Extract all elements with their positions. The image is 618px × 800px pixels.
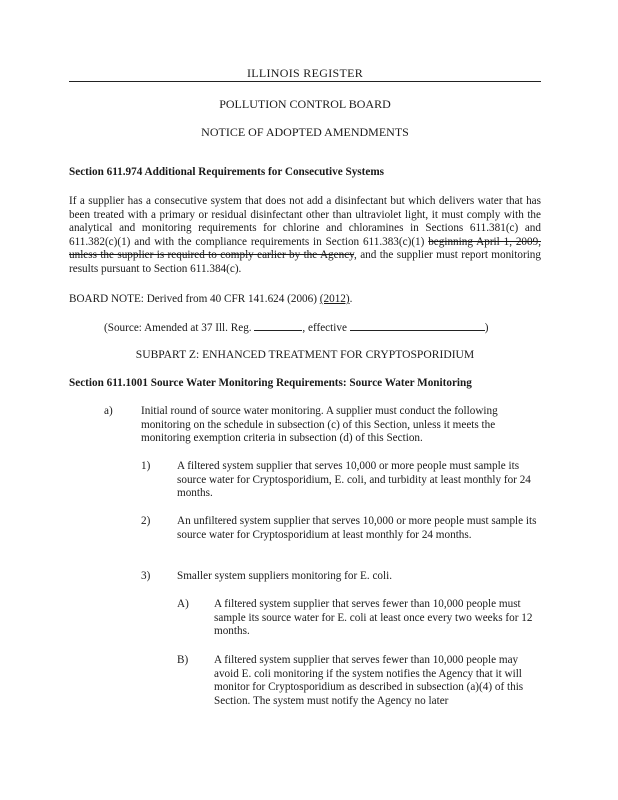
item-a-text: Initial round of source water monitoring. A supplier must conduct the following monitoring on the schedule in subsection (c) of this Section, unless it meets the monitoring exemption criteria in subsection (d) of this Section.: [141, 405, 498, 445]
item-2-text: An unfiltered system supplier that serves 10,000 or more people must sample its source water for Cryptosporidium at least monthly for 24 months.: [177, 515, 537, 541]
register-header: [69, 66, 541, 82]
notice-title: NOTICE OF ADOPTED AMENDMENTS: [201, 125, 409, 139]
source-line: (Source: Amended at 37 Ill. Reg. , effective ): [104, 322, 489, 334]
header-rule: [69, 81, 541, 82]
subitem-b-label: B): [177, 654, 189, 666]
section-974-heading: Section 611.974 Additional Requirements for Consecutive Systems: [69, 166, 385, 178]
item-1-text: A filtered system supplier that serves 10,000 or more people must sample its source water for Cryptosporidium, E. coli, and turbidity at least monthly for 24 months.: [177, 460, 531, 500]
board-note-text: BOARD NOTE: Derived from 40 CFR 141.624 (2006): [69, 293, 320, 305]
item-3-label: 3): [141, 570, 151, 582]
subpart-title: SUBPART Z: ENHANCED TREATMENT FOR CRYPTOSPORIDIUM: [135, 348, 475, 361]
item-a-label: a): [104, 405, 113, 417]
section-1001-heading: Section 611.1001 Source Water Monitoring Requirements: Source Water Monitoring: [69, 377, 472, 389]
register-blank: [254, 320, 302, 331]
board-note: BOARD NOTE: Derived from 40 CFR 141.624 (2006) (2012).: [69, 293, 353, 305]
added-text: (2012): [319, 293, 350, 305]
subitem-a-text: A filtered system supplier that serves fewer than 10,000 people must sample its source water for E. coli at least once every two weeks for 12 months.: [214, 598, 533, 638]
paragraph-text: If a supplier has a consecutive system that does not add a disinfectant but which delivers water that has been treated with a primary or residual disinfectant other than ultraviolet light, it must comply with the analytical and monitoring requirements for chlorine and chloramines in Sections 611.381(c) and 611.382(c)(1) and with the compliance requirements in Section 611.383(c)(1): [69, 195, 541, 248]
effective-date-blank: [350, 320, 485, 331]
item-1-label: 1): [141, 460, 151, 472]
deleted-text: beginning April 1, 2009, unless the supplier is required to comply earlier by the Agency: [69, 235, 541, 262]
item-2-label: 2): [141, 515, 151, 527]
board-title: POLLUTION CONTROL BOARD: [219, 97, 391, 111]
subitem-a-label: A): [177, 598, 189, 610]
section-974-paragraph: [69, 195, 541, 277]
register-title: ILLINOIS REGISTER: [246, 66, 364, 80]
item-3-text: Smaller system suppliers monitoring for E. coli.: [177, 570, 393, 582]
subitem-b-text: A filtered system supplier that serves fewer than 10,000 people may avoid E. coli monitoring if the system notifies the Agency that it will monitor for Cryptosporidium as described in subsection (a)(4) of this Section. The system must notify the Agency no later: [214, 654, 524, 707]
paragraph-tail: , and the supplier must report monitoring results pursuant to Section 611.384(c).: [69, 249, 541, 275]
